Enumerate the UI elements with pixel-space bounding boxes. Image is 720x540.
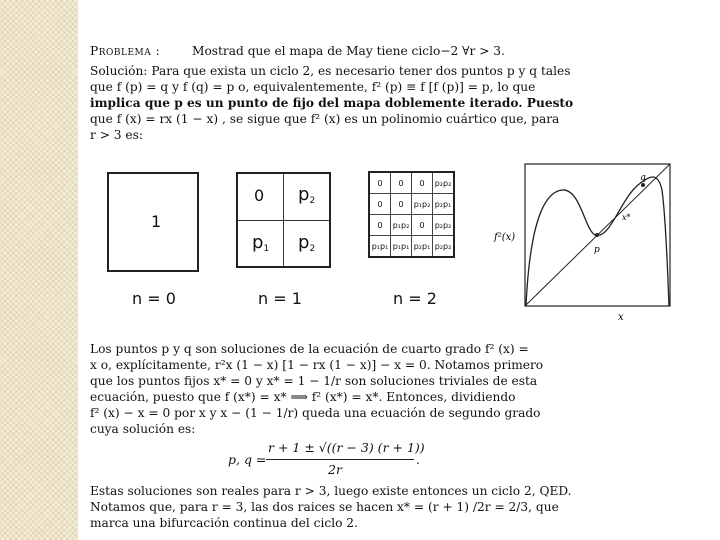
body-line-5: f² (x) − x = 0 por x y x − (1 − 1/r) queda una ecuación de segundo grado: [90, 406, 541, 420]
label-xstar: x*: [622, 213, 631, 222]
solution-line-4: que f (x) = rx (1 − x) , se sigue que f² (x) es un polinomio cuártico que, para: [90, 112, 560, 126]
figure-n2-cell: p₂p₂: [433, 172, 455, 194]
f2-graph: [490, 160, 690, 325]
figure-n1-cell-11-text: p: [298, 232, 310, 253]
figure-n2-cell: 0: [391, 194, 412, 215]
figure-n2-cell: p₂p₁: [433, 194, 455, 215]
solution-line-1: Solución: Para que exista un ciclo 2, es necesario tener dos puntos p y q tales: [90, 64, 571, 78]
body-line-2: x o, explícitamente, r²x (1 − x) [1 − rx (1 − x)] − x = 0. Notamos primero: [90, 358, 544, 372]
figure-n2-cell: p₁p₂: [391, 215, 412, 236]
figure-n1-cell-10-text: p: [252, 232, 264, 253]
figure-n2-cell: p₂p₂: [433, 236, 455, 258]
figure-n2-cell: p₁p₂: [412, 194, 433, 215]
problem-header: [90, 44, 505, 58]
graph-xlabel: x: [618, 312, 624, 323]
problem-statement: Mostrad que el mapa de May tiene ciclo−2 ∀r > 3.: [191, 44, 505, 58]
fraction-bar: [266, 459, 414, 460]
f2-curve: [526, 177, 669, 306]
figure-n1-box: [236, 172, 331, 268]
conclusion-line-2: Notamos que, para r = 3, las dos raices se hacen x* = (r + 1) /2r = 2/3, que: [90, 500, 559, 514]
body-line-3: que los puntos fijos x* = 0 y x* = 1 − 1/r son soluciones triviales de esta: [90, 374, 538, 388]
figure-n1-cell-01-text: p: [298, 184, 310, 205]
figure-n1-cell-01: [298, 184, 315, 206]
solution-line-3: implica que p es un punto de fijo del mapa doblemente iterado. Puesto: [90, 96, 574, 110]
problem-label: Problema :: [90, 44, 161, 58]
figure-n0-label: n = 0: [132, 289, 176, 308]
figure-n2-cell: 0: [369, 215, 391, 236]
figure-n0-cell: 1: [151, 212, 162, 231]
figure-n1-cell-10: [252, 232, 269, 254]
figure-n2-grid: [368, 171, 455, 258]
point-q: [641, 183, 645, 187]
figure-n2-cell: p₂p₂: [433, 215, 455, 236]
figure-n2-cell: 0: [391, 172, 412, 194]
figure-n2-cell: 0: [369, 172, 391, 194]
formula-denominator: 2r: [328, 462, 342, 477]
figure-n2-label: n = 2: [393, 289, 437, 308]
figure-n2-cell: 0: [369, 194, 391, 215]
figure-n1-cell-00: 0: [254, 186, 265, 205]
body-line-4: ecuación, puesto que f (x*) = x* ⟹ f² (x*) = x*. Entonces, dividiendo: [90, 390, 516, 404]
graph-ylabel: f²(x): [494, 232, 516, 243]
figure-n0-box: [107, 172, 199, 272]
figure-n1-cell-11: [298, 232, 315, 254]
figure-n1-label: n = 1: [258, 289, 302, 308]
formula-end: .: [416, 452, 420, 467]
body-line-1: Los puntos p y q son soluciones de la ecuación de cuarto grado f² (x) =: [90, 342, 529, 356]
label-q: q: [640, 173, 646, 183]
figure-n1-cell-11-sub: 2: [309, 244, 316, 254]
solution-line-5: r > 3 es:: [90, 128, 143, 142]
label-p: p: [594, 245, 600, 255]
decorative-side-strip: [0, 0, 78, 540]
formula-lhs: p, q =: [228, 452, 267, 467]
figure-n2-cell: p₁p₁: [391, 236, 412, 258]
conclusion-line-3: marca una bifurcación continua del ciclo 2.: [90, 516, 358, 530]
formula-numerator: r + 1 ± √((r − 3) (r + 1)): [268, 440, 425, 455]
figure-n1-cell-01-sub: 2: [309, 196, 316, 206]
figure-n2-cell: 0: [412, 215, 433, 236]
figure-n2-cell: p₂p₁: [412, 236, 433, 258]
solution-line-2: que f (p) = q y f (q) = p o, equivalentemente, f² (p) ≡ f [f (p)] = p, lo que: [90, 80, 536, 94]
body-line-6: cuya solución es:: [90, 422, 196, 436]
figure-n2-cell: 0: [412, 172, 433, 194]
figure-n2-cell: p₁p₁: [369, 236, 391, 258]
point-p: [595, 233, 599, 237]
conclusion-line-1: Estas soluciones son reales para r > 3, luego existe entonces un ciclo 2, QED.: [90, 484, 572, 498]
figure-n1-cell-10-sub: 1: [263, 244, 270, 254]
